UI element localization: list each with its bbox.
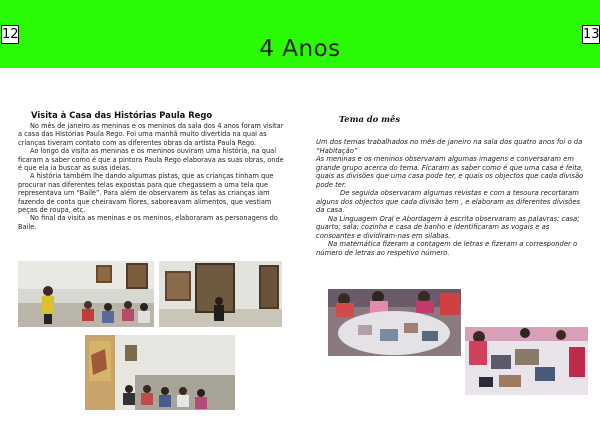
right-paragraph: Na Linguagem Oral e Abordagem à escrita observaram as palavras: casa; quarto; sala; cozinha e casa de banho e identificaram as vogais e as consoantes e dividiram-nas em silabas. — [316, 214, 580, 240]
header-banner — [0, 0, 600, 68]
right-article-body — [316, 138, 586, 257]
right-paragraph: De seguida observaram algumas revistas e com a tesoura recortaram alguns dos objectos que cada divisão tem , e elaboram as diferentes divisões da casa. — [316, 189, 581, 214]
classroom-table-photo — [328, 289, 461, 356]
museum-paintings-photo — [159, 261, 282, 327]
left-article-body — [18, 122, 284, 231]
page-title: 4 Anos — [259, 36, 341, 62]
right-paragraph: Na matemática fizeram a contagem de letras e fizeram a corresponder o número de letras ao respetivo número. — [316, 240, 578, 257]
classroom-cutting-photo — [465, 327, 588, 395]
page-number-right: 13 — [583, 27, 600, 42]
museum-corridor-photo — [85, 335, 235, 410]
left-article-heading: Visita à Casa das Histórias Paula Rego — [31, 110, 213, 120]
page-number-left: 12 — [2, 27, 19, 42]
left-paragraph: No mês de janeiro as meninas e os meninos da sala dos 4 anos foram visitar a casa das Histórias Paula Rego. Foi uma manhã muito divertida na qual as crianças tiveram contato com as diferentes obras da artista Paula Rego. — [18, 122, 284, 147]
right-paragraph: Um dos temas trabalhados no mês de janeiro na sala dos quatro anos foi o da “Habitação” — [316, 138, 583, 155]
left-paragraph: No final da visita as meninas e os meninos, elaboraram as personagens do Baile. — [18, 214, 278, 231]
left-paragraph: A história também lhe dando algumas pistas, que as crianças tinham que procurar nas diferentes telas expostas para que chegassem a uma tela que representava um “Baile”. Para além de observarem as telas as crianças iam fazendo de conta que cheiravam flores, saboreavam alimentos, que vestiam peças de roupa, etc. — [18, 172, 274, 215]
right-article — [316, 114, 586, 257]
left-paragraph: Ao longo da visita as meninas e os meninos ouviram uma história, na qual ficaram a saber como é que a pintora Paula Rego elaborava as suas obras, onde é que ela ia buscar as suas ideias. — [18, 147, 284, 173]
left-article — [18, 110, 284, 231]
right-paragraph: As meninas e os meninos observaram algumas imagens e conversaram em grande grupo acerca do tema. Ficaram as saber como é que uma casa é feita, quais as divisões que uma casa pode ter, e quais os objectos que cada divisão pode ter. — [316, 155, 584, 189]
right-article-heading: Tema do mês — [339, 114, 401, 124]
museum-children-photo — [18, 261, 154, 327]
